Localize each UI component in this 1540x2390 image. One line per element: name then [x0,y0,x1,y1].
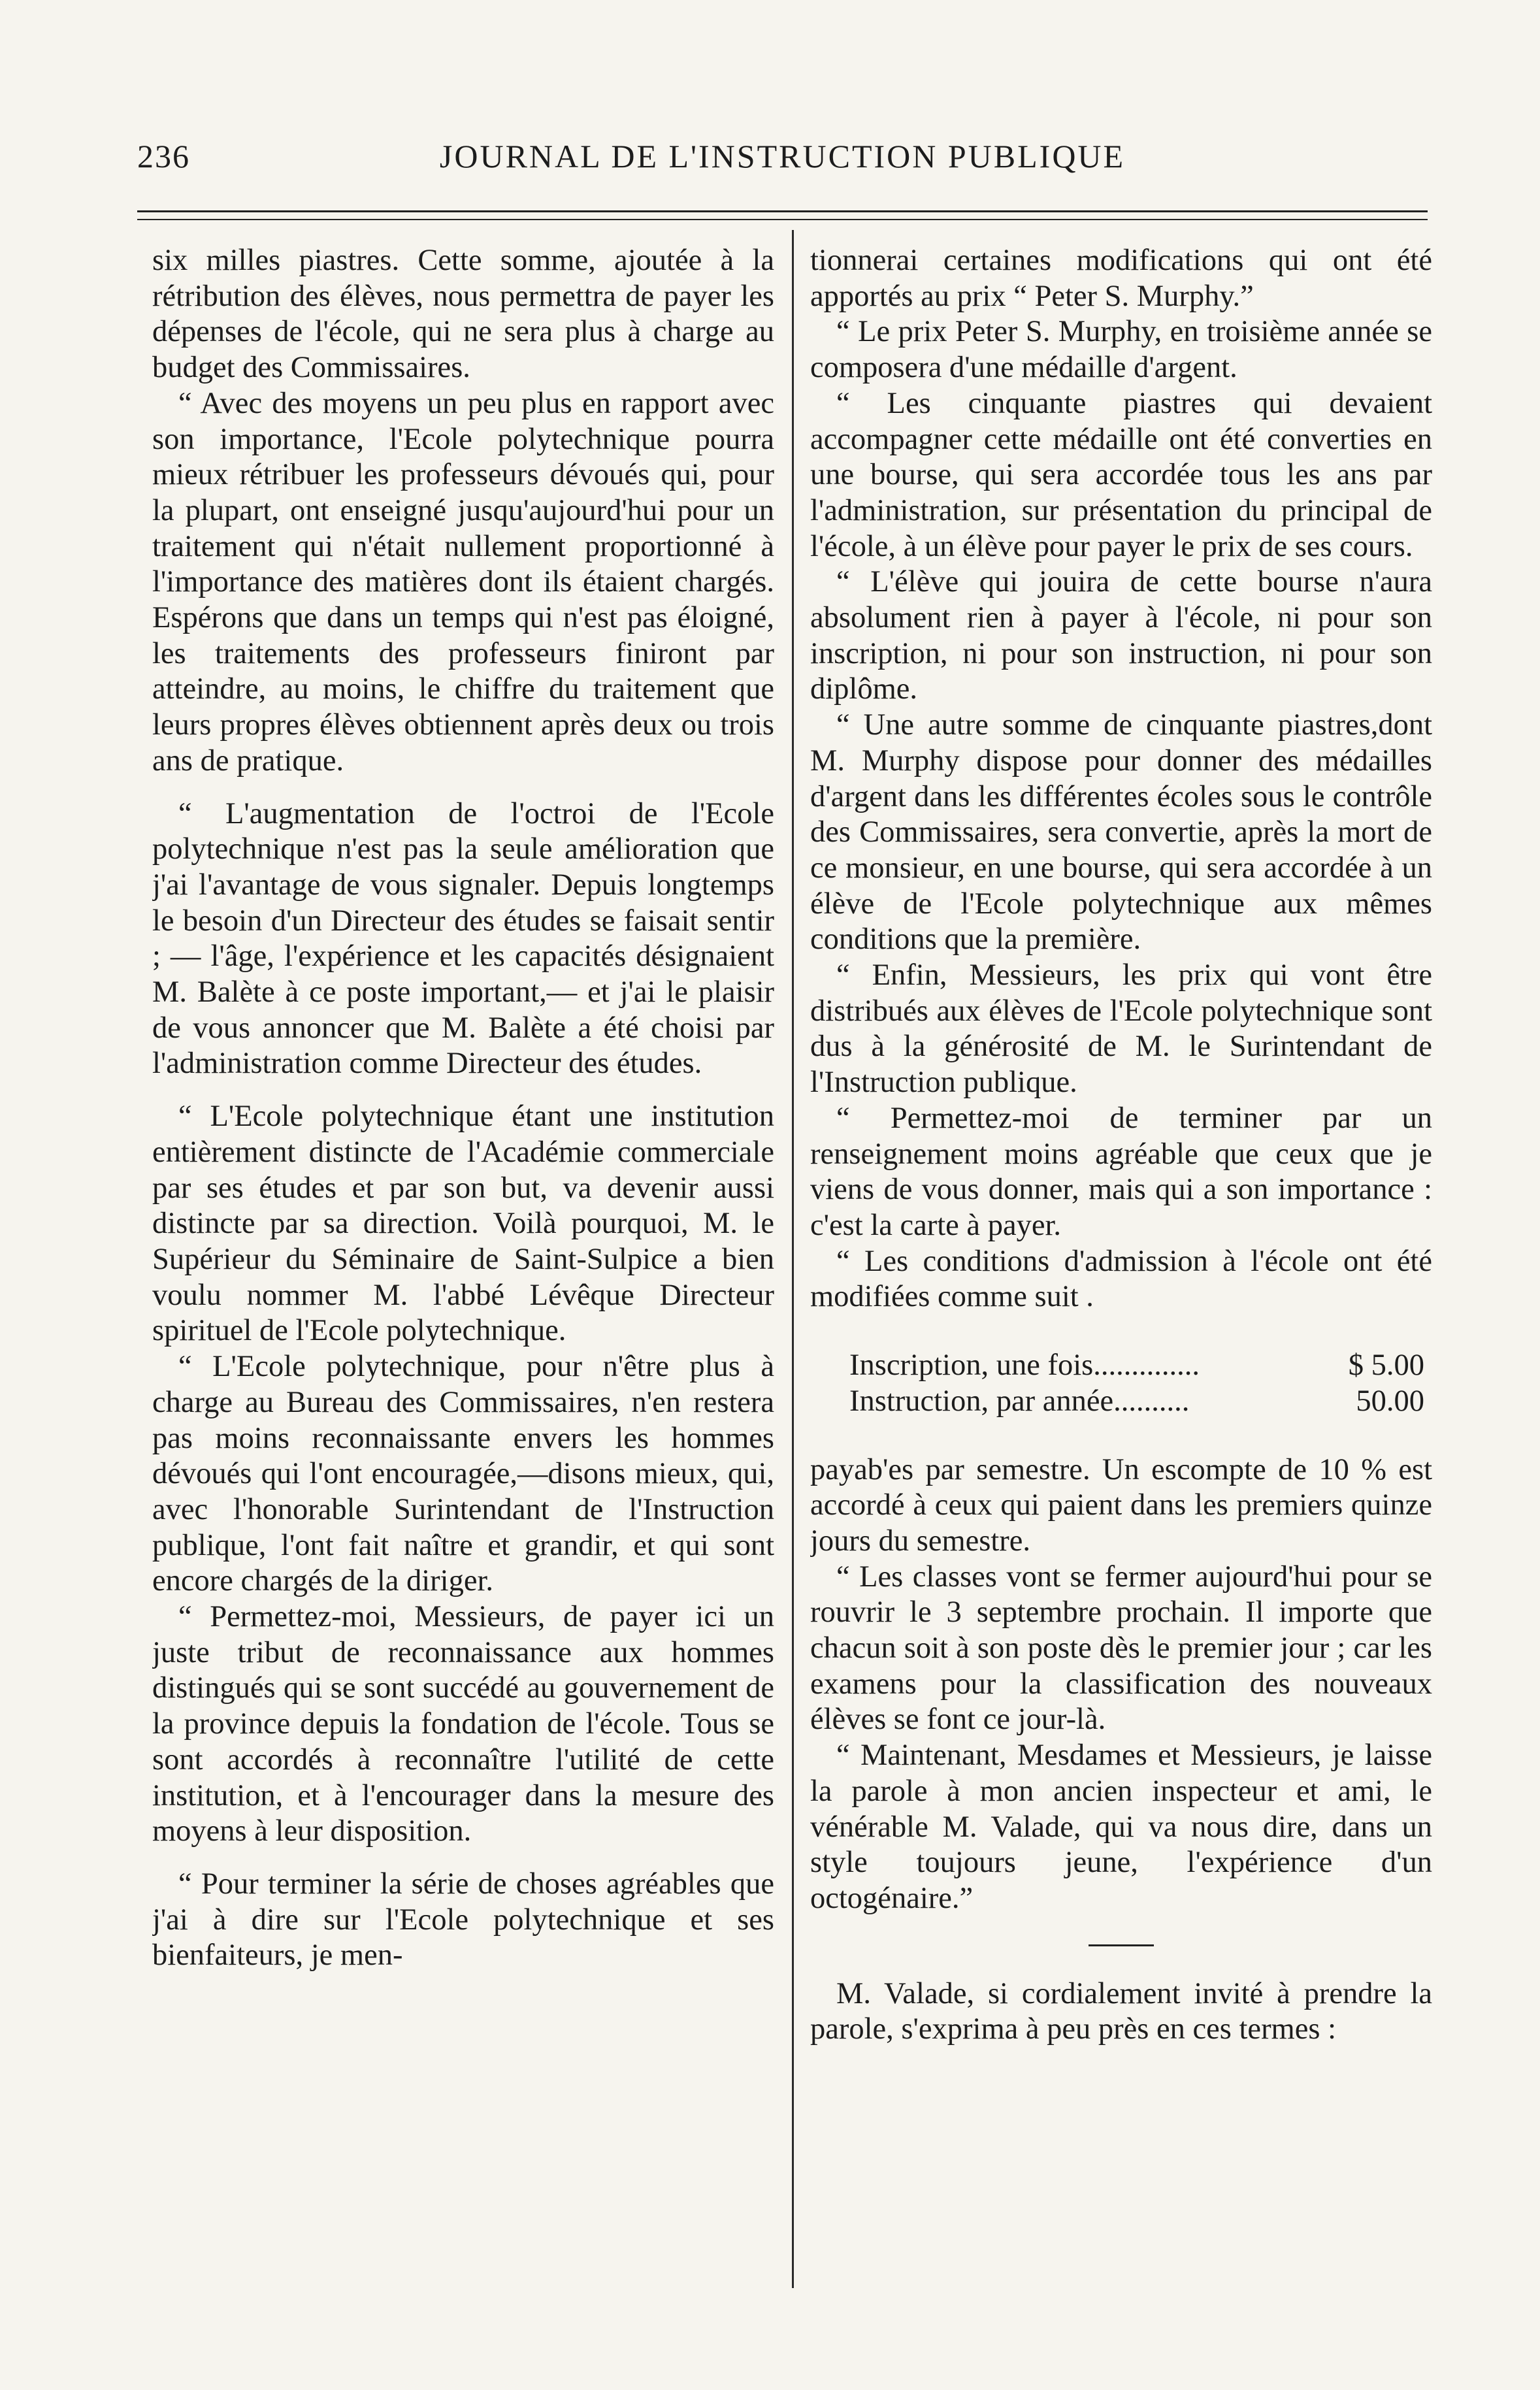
paragraph: “ L'Ecole polytechnique étant une institution entièrement distincte de l'Académie commerciale par ses études et par son but, va devenir aussi distincte par sa direction. Voilà pourquoi, M. le Supérieur du Séminaire de Saint-Sulpice a bien voulu nommer M. l'abbé Lévêque Directeur spirituel de l'Ecole polytechnique. [152,1100,774,1348]
fee-row [849,1384,1424,1420]
fee-amount: $ 5.00 [1348,1349,1424,1383]
paragraph: “ Une autre somme de cinquante piastres,dont M. Murphy dispose pour donner des médailles d'argent dans les différentes écoles sous le contrôle des Commissaires, sera convertie, après la mort de ce monsieur, en une bourse, qui sera accordée à un élève de l'Ecole polytechnique aux mêmes conditions que la première. [810,708,1432,957]
closing-paragraph: M. Valade, si cordialement invité à prendre la parole, s'exprima à peu près en ces termes : [810,1976,1432,2046]
fee-table [849,1348,1424,1419]
paragraph: “ Maintenant, Mesdames et Messieurs, je laisse la parole à mon ancien inspecteur et ami, le vénérable M. Valade, qui va nous dire, dans un style toujours jeune, l'expérience d'un octogénaire.” [810,1739,1432,1915]
right-column [810,243,1432,2314]
paragraph: “ Pour terminer la série de choses agréables que j'ai à dire sur l'Ecole polytechnique et ses bienfaiteurs, je men- [152,1867,774,1973]
running-head [137,137,1428,183]
paragraph: tionnerai certaines modifications qui ont été apportés au prix “ Peter S. Murphy.” [810,244,1432,313]
paragraph: “ Les classes vont se fermer aujourd'hui pour se rouvrir le 3 septembre prochain. Il importe que chacun soit à son poste dès le premier jour ; car les examens pour la classification des nouveaux élèves se font ce jour-là. [810,1560,1432,1737]
page-number: 236 [137,138,190,174]
paragraph: “ Le prix Peter S. Murphy, en troisième année se composera d'une médaille d'argent. [810,315,1432,385]
left-column [152,243,774,2314]
column-divider [792,230,794,2288]
fee-row [849,1348,1424,1384]
paragraph: “ L'élève qui jouira de cette bourse n'aura absolument rien à payer à l'école, ni pour son inscription, ni pour son instruction, ni pour son diplôme. [810,565,1432,706]
paragraph: “ L'augmentation de l'octroi de l'Ecole polytechnique n'est pas la seule amélioration que j'ai l'avantage de vous signaler. Depuis longtemps le besoin d'un Directeur des études se faisait sentir ; — l'âge, l'expérience et les capacités désignaient M. Balète à ce poste important,— et j'ai le plaisir de vous annoncer que M. Balète a été choisi par l'administration comme Directeur des études. [152,796,774,1081]
paragraph: “ Permettez-moi de terminer par un renseignement moins agréable que ceux que je viens de vous donner, mais qui a son importance : c'est la carte à payer. [810,1101,1432,1242]
paragraph: “ Les cinquante piastres qui devaient accompagner cette médaille ont été converties en une bourse, qui sera accordée tous les ans par l'administration, sur présentation du principal de l'école, à un élève pour payer le prix de ses cours. [810,386,1432,563]
paragraph: “ L'Ecole polytechnique, pour n'être plus à charge au Bureau des Commissaires, n'en restera pas moins reconnaissante envers les hommes dévoués qui l'ont encouragée,—disons mieux, qui, avec l'honorable Surintendant de l'Instruction publique, l'ont fait naître et grandir, et qui sont encore chargés de la diriger. [152,1350,774,1598]
fee-amount: 50.00 [1356,1384,1424,1418]
paragraph: “ Permettez-moi, Messieurs, de payer ici un juste tribut de reconnaissance aux hommes distingués qui se sont succédé au gouvernement de la province depuis la fondation de l'école. Tous se sont accordés à reconnaître l'utilité de cette institution, et à l'encourager dans la mesure des moyens à leur disposition. [152,1600,774,1848]
paragraph: six milles piastres. Cette somme, ajoutée à la rétribution des élèves, nous permettra de payer les dépenses de l'école, qui ne sera plus à charge au budget des Commissaires. [152,244,774,385]
header-double-rule [137,210,1428,220]
fee-label: Instruction, par année.......... [849,1384,1190,1418]
paragraph: “ Avec des moyens un peu plus en rapport avec son importance, l'Ecole polytechnique pourra mieux rétribuer les professeurs dévoués qui, pour la plupart, ont enseigné jusqu'aujourd'hui pour un traitement qui n'était nullement proportionné à l'importance des matières dont ils étaient chargés. Espérons que dans un temps qui n'est pas éloigné, les traitements des professeurs finiront par atteindre, au moins, le chiffre du traitement que leurs propres élèves obtiennent après deux ou trois ans de pratique. [152,386,774,778]
paragraph: “ Enfin, Messieurs, les prix qui vont être distribués aux élèves de l'Ecole polytechnique sont dus à la générosité de M. le Surintendant de l'Instruction publique. [810,958,1432,1100]
fee-label: Inscription, une fois.............. [849,1349,1200,1383]
paragraph: payab'es par semestre. Un escompte de 10 % est accordé à ceux qui paient dans les premiers quinze jours du semestre. [810,1452,1432,1558]
journal-title: JOURNAL DE L'INSTRUCTION PUBLIQUE [439,138,1126,174]
paragraph: “ Les conditions d'admission à l'école ont été modifiées comme suit . [810,1244,1432,1314]
section-divider [1089,1944,1154,1946]
